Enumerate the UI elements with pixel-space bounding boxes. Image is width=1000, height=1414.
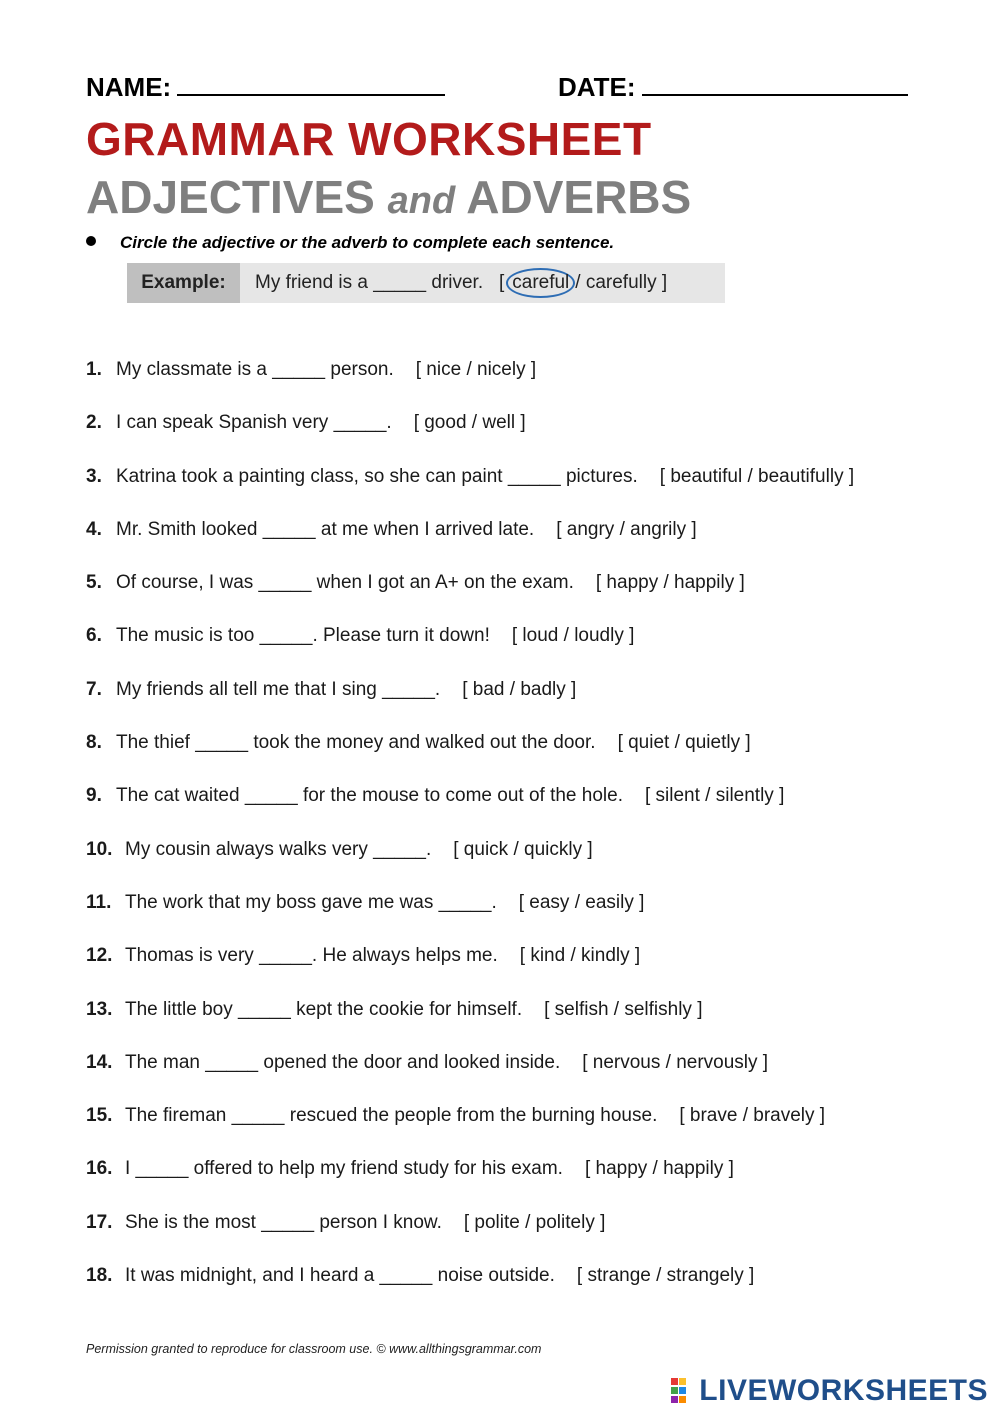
example-box	[127, 263, 725, 303]
question-options[interactable]: [ nervous / nervously ]	[582, 1051, 769, 1073]
question-text: The cat waited _____ for the mouse to come out of the hole.	[116, 785, 623, 807]
liveworksheets-logo-icon	[671, 1378, 695, 1412]
question-options[interactable]: [ good / well ]	[413, 412, 526, 434]
question-text: The work that my boss gave me was _____.	[125, 891, 497, 913]
question-options[interactable]: [ bad / badly ]	[462, 678, 577, 700]
question-item	[86, 938, 854, 991]
example-other-option: / carefully ]	[575, 272, 668, 293]
question-text: My cousin always walks very _____.	[125, 838, 432, 860]
question-options[interactable]: [ loud / loudly ]	[511, 625, 635, 647]
question-options[interactable]: [ angry / angrily ]	[556, 518, 697, 540]
question-options[interactable]: [ beautiful / beautifully ]	[659, 465, 855, 487]
worksheet-subtitle	[86, 170, 691, 224]
question-list	[86, 352, 854, 1311]
question-text: Katrina took a painting class, so she can paint _____ pictures.	[116, 465, 638, 487]
date-field[interactable]	[558, 70, 908, 103]
example-text	[255, 263, 667, 303]
question-number: 15.	[86, 1105, 113, 1127]
question-text: Mr. Smith looked _____ at me when I arrived late.	[116, 518, 535, 540]
question-number: 10.	[86, 838, 113, 860]
copyright-footer: Permission granted to reproduce for classroom use. © www.allthingsgrammar.com	[86, 1342, 542, 1356]
question-number: 7.	[86, 678, 102, 700]
question-options[interactable]: [ silent / silently ]	[644, 785, 785, 807]
question-options[interactable]: [ selfish / selfishly ]	[544, 998, 703, 1020]
liveworksheets-brand[interactable]	[671, 1374, 988, 1412]
question-item	[86, 778, 854, 831]
question-item	[86, 565, 854, 618]
question-item	[86, 725, 854, 778]
question-options[interactable]: [ brave / bravely ]	[679, 1105, 826, 1127]
question-number: 1.	[86, 359, 102, 380]
subtitle-adjectives: ADJECTIVES	[86, 171, 375, 223]
question-item	[86, 1205, 854, 1258]
question-number: 12.	[86, 945, 113, 967]
question-item	[86, 832, 854, 885]
question-item	[86, 1045, 854, 1098]
header-row	[86, 70, 916, 106]
question-text: My friends all tell me that I sing _____.	[116, 678, 441, 700]
instruction	[86, 233, 614, 253]
instruction-text: Circle the adjective or the adverb to complete each sentence.	[120, 233, 615, 252]
question-number: 3.	[86, 465, 102, 487]
question-item	[86, 992, 854, 1045]
question-text: My classmate is a _____ person.	[116, 359, 394, 380]
question-text: The thief _____ took the money and walked out the door.	[116, 732, 596, 754]
example-open-bracket: [	[498, 272, 505, 293]
name-label: NAME:	[86, 72, 172, 102]
example-circled-answer: careful	[506, 268, 575, 298]
subtitle-and: and	[387, 180, 456, 222]
worksheet-title: GRAMMAR WORKSHEET	[86, 113, 652, 165]
question-number: 17.	[86, 1211, 113, 1233]
brand-text: LIVEWORKSHEETS	[699, 1374, 988, 1407]
date-blank-line[interactable]	[642, 70, 908, 96]
question-item	[86, 618, 854, 671]
question-number: 11.	[86, 891, 112, 913]
question-options[interactable]: [ polite / politely ]	[463, 1211, 606, 1233]
question-options[interactable]: [ easy / easily ]	[518, 891, 645, 913]
question-number: 9.	[86, 785, 102, 807]
question-options[interactable]: [ quick / quickly ]	[453, 838, 593, 860]
question-item	[86, 512, 854, 565]
question-number: 2.	[86, 412, 102, 434]
name-field[interactable]	[86, 70, 445, 103]
question-options[interactable]: [ quiet / quietly ]	[617, 732, 751, 754]
question-item	[86, 672, 854, 725]
question-options[interactable]: [ happy / happily ]	[595, 572, 745, 594]
bullet-icon	[86, 236, 96, 246]
example-sentence: My friend is a _____ driver.	[255, 272, 484, 293]
subtitle-adverbs: ADVERBS	[466, 171, 692, 223]
question-number: 13.	[86, 998, 113, 1020]
question-item	[86, 459, 854, 512]
question-options[interactable]: [ happy / happily ]	[584, 1158, 734, 1180]
question-text: The man _____ opened the door and looked inside.	[125, 1051, 561, 1073]
question-number: 4.	[86, 518, 102, 540]
question-options[interactable]: [ nice / nicely ]	[415, 359, 537, 380]
question-text: I can speak Spanish very _____.	[116, 412, 392, 434]
question-text: Thomas is very _____. He always helps me.	[125, 945, 498, 967]
question-text: It was midnight, and I heard a _____ noise outside.	[125, 1265, 555, 1287]
date-label: DATE:	[558, 72, 636, 102]
question-number: 5.	[86, 572, 102, 594]
question-options[interactable]: [ strange / strangely ]	[576, 1265, 755, 1287]
question-item	[86, 1258, 854, 1311]
question-text: Of course, I was _____ when I got an A+ on the exam.	[116, 572, 574, 594]
question-number: 16.	[86, 1158, 113, 1180]
question-text: The music is too _____. Please turn it down!	[116, 625, 490, 647]
question-text: She is the most _____ person I know.	[125, 1211, 442, 1233]
name-blank-line[interactable]	[177, 70, 445, 96]
question-text: The fireman _____ rescued the people from the burning house.	[125, 1105, 658, 1127]
question-number: 8.	[86, 732, 102, 754]
question-number: 18.	[86, 1265, 113, 1287]
question-item	[86, 352, 854, 405]
example-label: Example:	[127, 263, 240, 303]
question-item	[86, 405, 854, 458]
question-item	[86, 1151, 854, 1204]
question-number: 6.	[86, 625, 102, 647]
question-text: I _____ offered to help my friend study for his exam.	[125, 1158, 563, 1180]
question-options[interactable]: [ kind / kindly ]	[519, 945, 641, 967]
question-text: The little boy _____ kept the cookie for himself.	[125, 998, 523, 1020]
question-item	[86, 885, 854, 938]
question-item	[86, 1098, 854, 1151]
question-number: 14.	[86, 1051, 113, 1073]
